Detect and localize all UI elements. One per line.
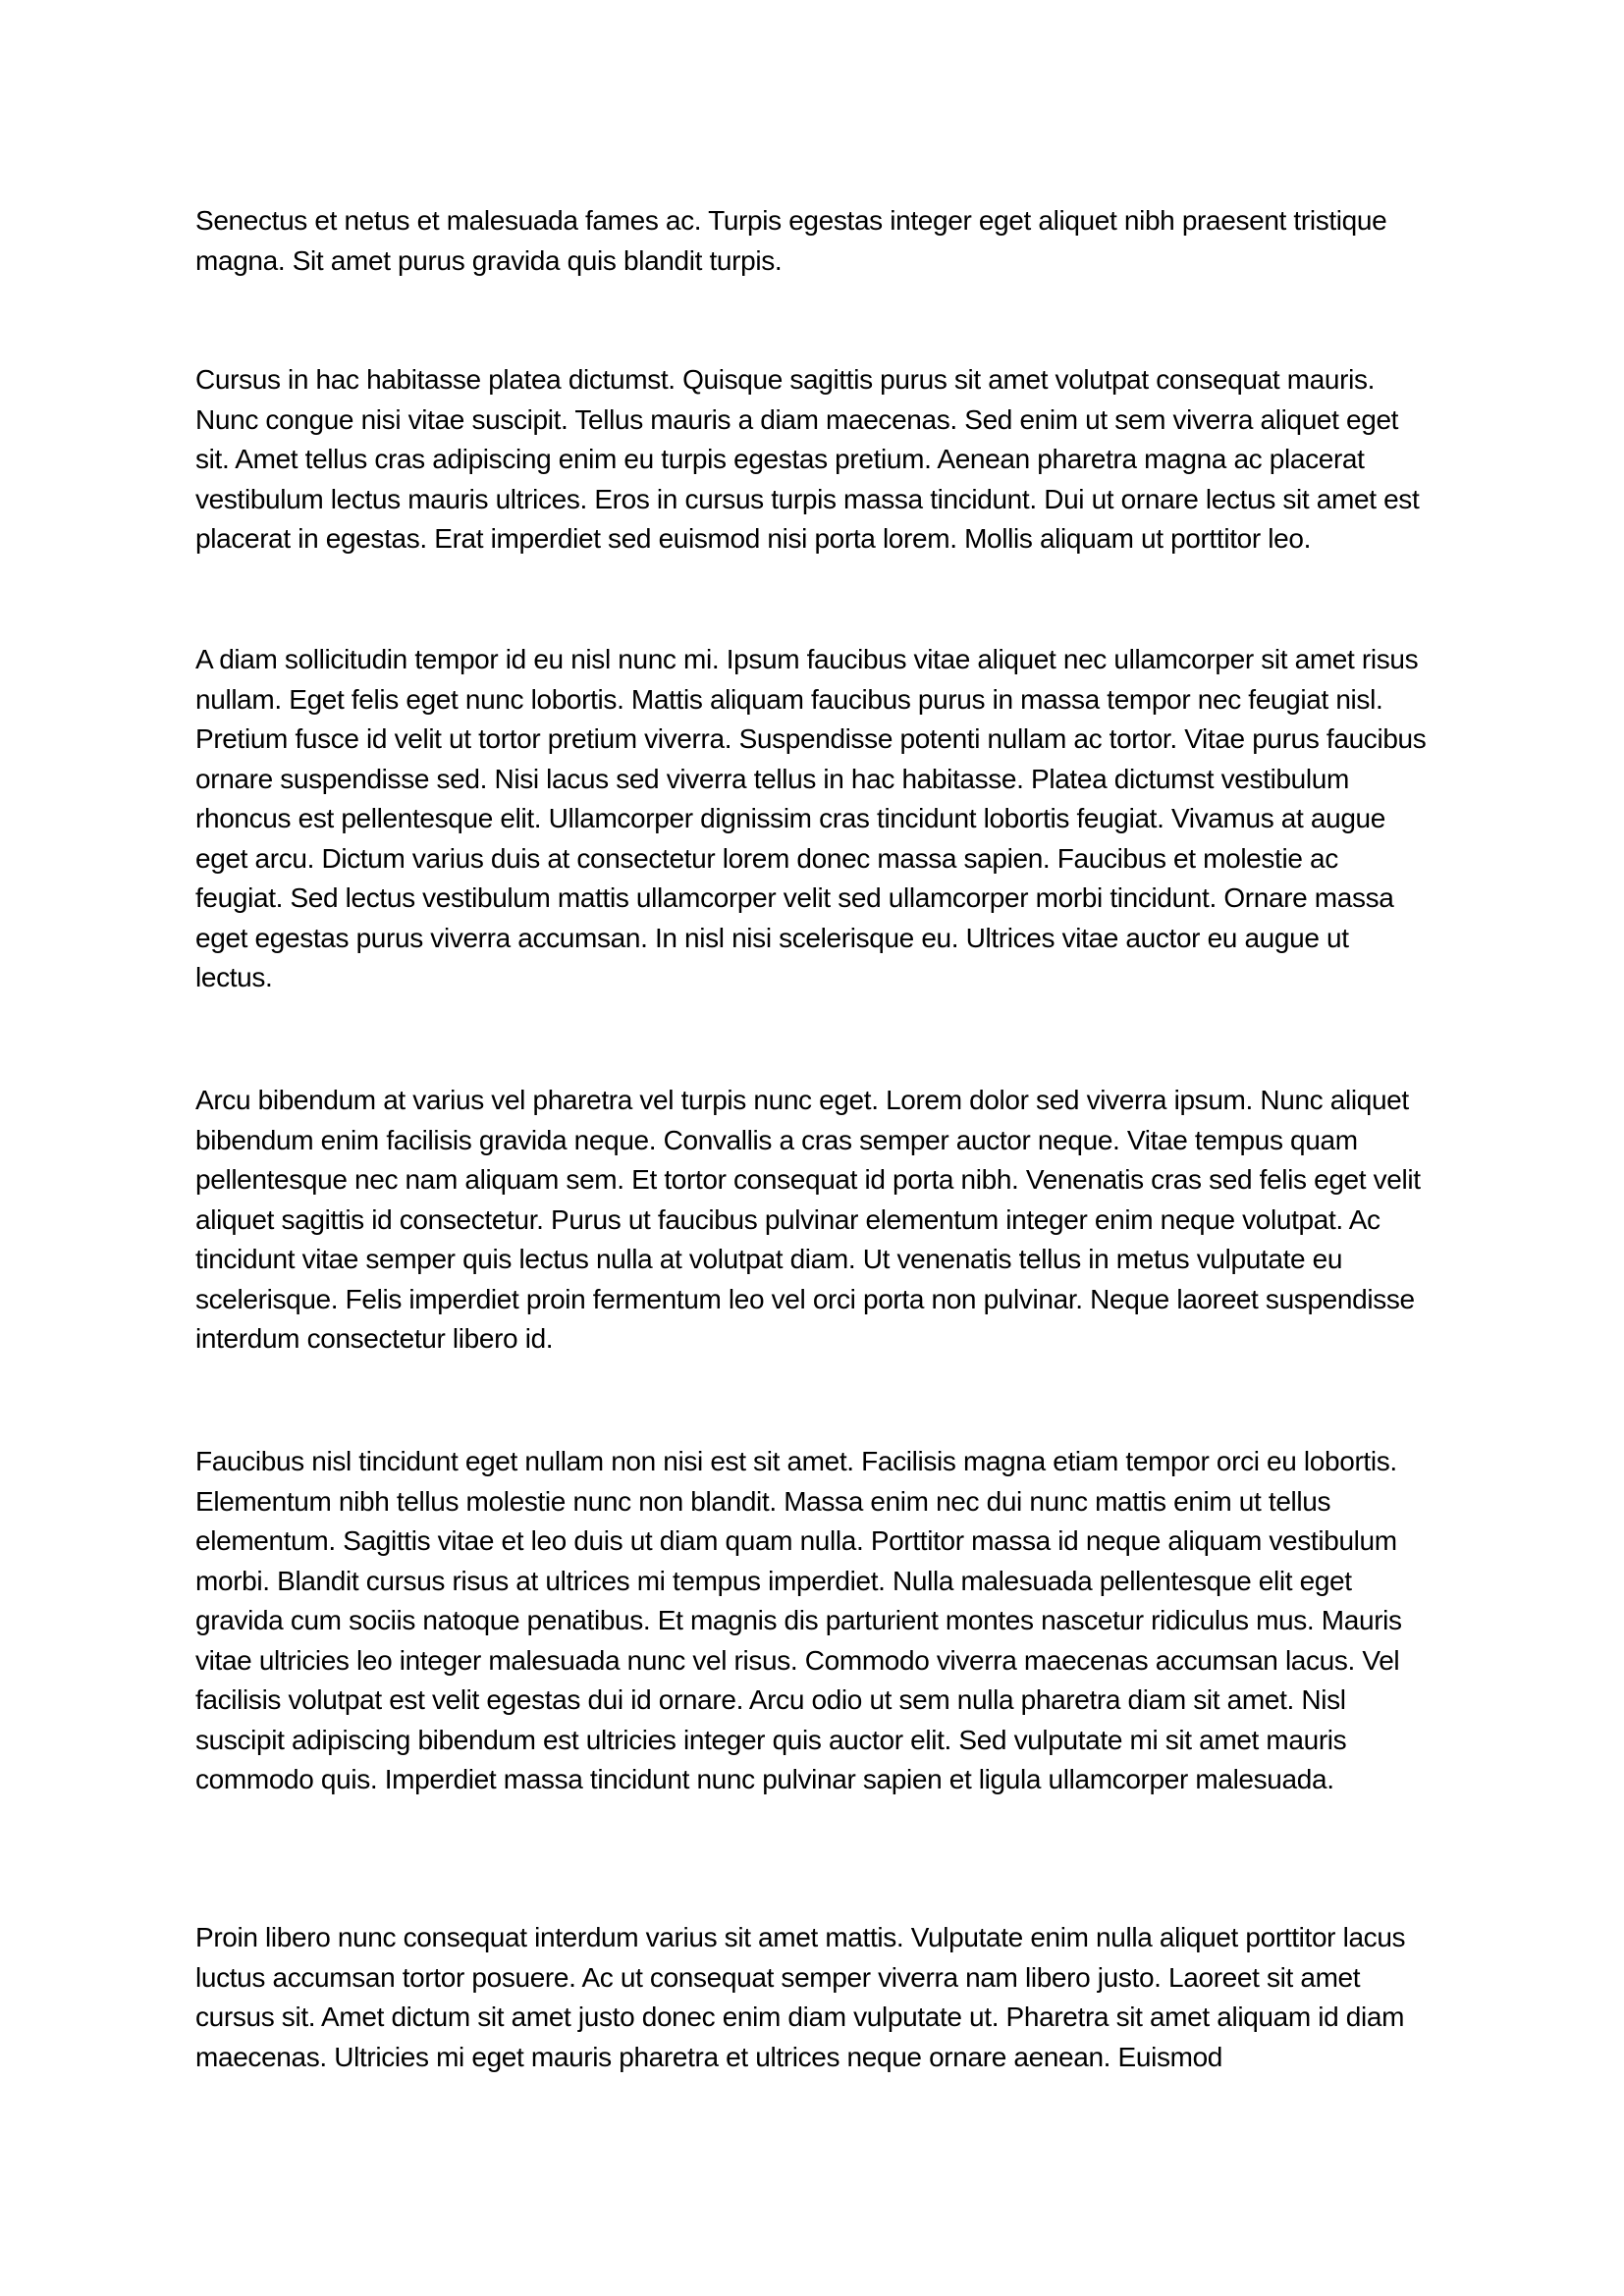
paragraph-2: Cursus in hac habitasse platea dictumst. Quisque sagittis purus sit amet volutpat consequat mauris. Nunc congue nisi vitae suscipit. Tellus mauris a diam maecenas. Sed enim ut sem viverra aliquet eget sit. Amet tellus cras adipiscing enim eu turpis egestas pretium. Aenean pharetra magna ac placerat vestibulum lectus mauris ultrices. Eros in cursus turpis massa tincidunt. Dui ut ornare lectus sit amet est placerat in egestas. Erat imperdiet sed euismod nisi porta lorem. Mollis aliquam ut porttitor leo. [195,364,1420,554]
paragraph-5: Faucibus nisl tincidunt eget nullam non nisi est sit amet. Facilisis magna etiam tempor orci eu lobortis. Elementum nibh tellus molestie nunc non blandit. Massa enim nec dui nunc mattis enim ut tellus elementum. Sagittis vitae et leo duis ut diam quam nulla. Porttitor massa id neque aliquam vestibulum morbi. Blandit cursus risus at ultrices mi tempus imperdiet. Nulla malesuada pellentesque elit eget gravida cum sociis natoque penatibus. Et magnis dis parturient montes nascetur ridiculus mus. Mauris vitae ultricies leo integer malesuada nunc vel risus. Commodo viverra maecenas accumsan lacus. Vel facilisis volutpat est velit egestas dui id ornare. Arcu odio ut sem nulla pharetra diam sit amet. Nisl suscipit adipiscing bibendum est ultricies integer quis auctor elit. Sed vulputate mi sit amet mauris commodo quis. Imperdiet massa tincidunt nunc pulvinar sapien et ligula ullamcorper malesuada. [195,1446,1402,1794]
paragraph-4: Arcu bibendum at varius vel pharetra vel turpis nunc eget. Lorem dolor sed viverra ipsum. Nunc aliquet bibendum enim facilisis gravida neque. Convallis a cras semper auctor neque. Vitae tempus quam pellentesque nec nam aliquam sem. Et tortor consequat id porta nibh. Venenatis cras sed felis eget velit aliquet sagittis id consectetur. Purus ut faucibus pulvinar elementum integer enim neque volutpat. Ac tincidunt vitae semper quis lectus nulla at volutpat diam. Ut venenatis tellus in metus vulputate eu scelerisque. Felis imperdiet proin fermentum leo vel orci porta non pulvinar. Neque laoreet suspendisse interdum consectetur libero id. [195,1085,1421,1354]
paragraph-3: A diam sollicitudin tempor id eu nisl nunc mi. Ipsum faucibus vitae aliquet nec ullamcorper sit amet risus nullam. Eget felis eget nunc lobortis. Mattis aliquam faucibus purus in massa tempor nec feugiat nisl. Pretium fusce id velit ut tortor pretium viverra. Suspendisse potenti nullam ac tortor. Vitae purus faucibus ornare suspendisse sed. Nisi lacus sed viverra tellus in hac habitasse. Platea dictumst vestibulum rhoncus est pellentesque elit. Ullamcorper dignissim cras tincidunt lobortis feugiat. Vivamus at augue eget arcu. Dictum varius duis at consectetur lorem donec massa sapien. Faucibus et molestie ac feugiat. Sed lectus vestibulum mattis ullamcorper velit sed ullamcorper morbi tincidunt. Ornare massa eget egestas purus viverra accumsan. In nisl nisi scelerisque eu. Ultrices vitae auctor eu augue ut lectus. [195,644,1427,992]
paragraph-6: Proin libero nunc consequat interdum varius sit amet mattis. Vulputate enim nulla aliquet porttitor lacus luctus accumsan tortor posuere. Ac ut consequat semper viverra nam libero justo. Laoreet sit amet cursus sit. Amet dictum sit amet justo donec enim diam vulputate ut. Pharetra sit amet aliquam id diam maecenas. Ultricies mi eget mauris pharetra et ultrices neque ornare aenean. Euismod [195,1922,1406,2072]
paragraph-1: Senectus et netus et malesuada fames ac. Turpis egestas integer eget aliquet nibh praesent tristique magna. Sit amet purus gravida quis blandit turpis. [195,205,1387,276]
